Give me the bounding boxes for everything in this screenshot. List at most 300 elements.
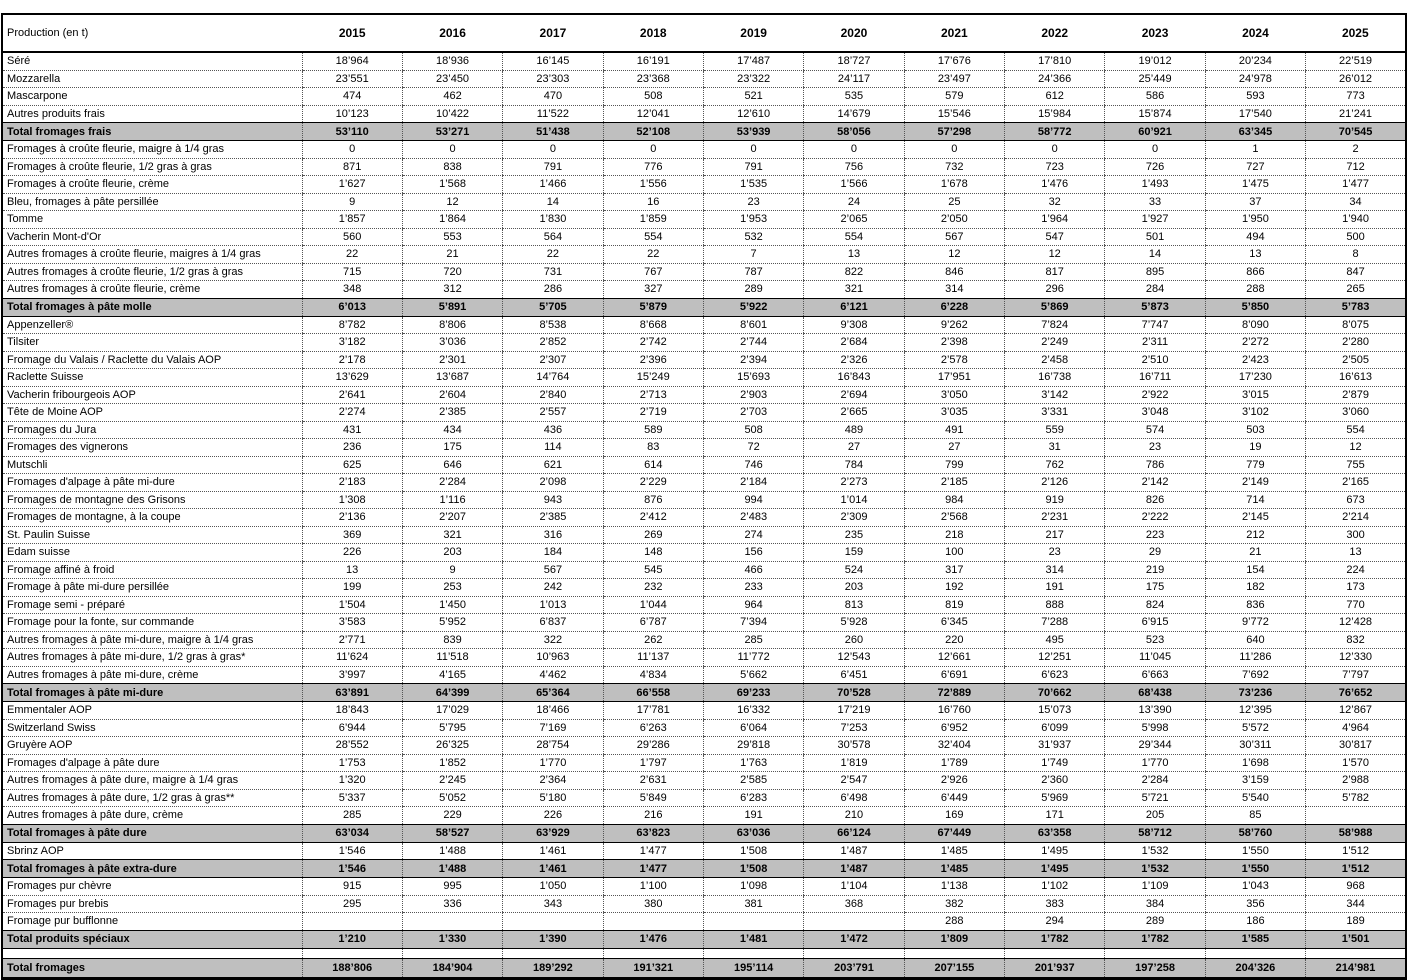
- cell-value: 10’422: [402, 105, 502, 123]
- cell-value: 11’522: [503, 105, 603, 123]
- cell-value: 0: [603, 141, 703, 159]
- cell-value: 495: [1005, 631, 1105, 649]
- cell-value: 12’041: [603, 105, 703, 123]
- cell-value: 369: [302, 526, 402, 544]
- cell-value: 547: [1005, 228, 1105, 246]
- row-label: Fromage du Valais / Raclette du Valais AOP: [2, 351, 302, 369]
- cell-value: 2’249: [1005, 334, 1105, 352]
- cell-value: 1’477: [1306, 176, 1406, 194]
- cell-value: 535: [804, 88, 904, 106]
- cell-value: 336: [402, 895, 502, 913]
- cell-value: 3’036: [402, 334, 502, 352]
- cell-value: 0: [1105, 141, 1205, 159]
- cell-value: 13’629: [302, 369, 402, 387]
- cell-value: 15’546: [904, 105, 1004, 123]
- cell-value: 567: [904, 228, 1004, 246]
- cell-value: 16’711: [1105, 369, 1205, 387]
- row-label: Total fromages frais: [2, 123, 302, 141]
- cell-value: 199: [302, 579, 402, 597]
- cell-value: 2’926: [904, 772, 1004, 790]
- cell-value: 210: [804, 807, 904, 825]
- cell-value: 1’568: [402, 176, 502, 194]
- cell-value: 12: [1306, 439, 1406, 457]
- cell-value: 24’366: [1005, 70, 1105, 88]
- cell-value: 640: [1205, 631, 1305, 649]
- cell-value: 344: [1306, 895, 1406, 913]
- row-label: Fromages à croûte fleurie, 1/2 gras à gras: [2, 158, 302, 176]
- cell-value: 1’210: [302, 930, 402, 948]
- cell-value: 846: [904, 263, 1004, 281]
- cell-value: 5’572: [1205, 719, 1305, 737]
- cell-value: 2’385: [402, 404, 502, 422]
- cell-value: 5’052: [402, 789, 502, 807]
- cell-value: 1’698: [1205, 754, 1305, 772]
- cell-value: 321: [402, 526, 502, 544]
- cell-value: 895: [1105, 263, 1205, 281]
- cell-value: 614: [603, 456, 703, 474]
- cell-value: 288: [1205, 281, 1305, 299]
- cell-value: 1’050: [503, 878, 603, 896]
- column-header-year: 2019: [703, 14, 803, 52]
- cell-value: 16’613: [1306, 369, 1406, 387]
- cell-value: 2’458: [1005, 351, 1105, 369]
- cell-value: 296: [1005, 281, 1105, 299]
- cell-value: 294: [1005, 913, 1105, 931]
- cell-value: 1’508: [703, 842, 803, 860]
- cell-value: 3’048: [1105, 404, 1205, 422]
- cell-value: 22’519: [1306, 52, 1406, 70]
- cell-value: 8’806: [402, 316, 502, 334]
- cell-value: 24’978: [1205, 70, 1305, 88]
- cell-value: 175: [402, 439, 502, 457]
- cell-value: 746: [703, 456, 803, 474]
- cell-value: 53’939: [703, 123, 803, 141]
- cell-value: 30’311: [1205, 737, 1305, 755]
- table-row: [2, 246, 1406, 264]
- table-row: [2, 649, 1406, 667]
- cell-value: 8: [1306, 246, 1406, 264]
- cell-value: 67’449: [904, 824, 1004, 842]
- table-head: [2, 14, 1406, 52]
- cell-value: 727: [1205, 158, 1305, 176]
- cell-value: 1: [1205, 141, 1305, 159]
- cell-value: 968: [1306, 878, 1406, 896]
- row-label: Total fromages à pâte dure: [2, 824, 302, 842]
- cell-value: 554: [804, 228, 904, 246]
- cell-value: 284: [1105, 281, 1205, 299]
- cell-value: 32: [1005, 193, 1105, 211]
- cell-value: 2’360: [1005, 772, 1105, 790]
- cell-value: 1’461: [503, 842, 603, 860]
- cell-value: 508: [603, 88, 703, 106]
- cell-value: 819: [904, 596, 1004, 614]
- cell-value: 813: [804, 596, 904, 614]
- cell-value: 83: [603, 439, 703, 457]
- table-row: [2, 544, 1406, 562]
- cell-value: [503, 913, 603, 931]
- cell-value: 715: [302, 263, 402, 281]
- cell-value: 494: [1205, 228, 1305, 246]
- cell-value: 1’014: [804, 491, 904, 509]
- cell-value: 2’713: [603, 386, 703, 404]
- table-row: [2, 369, 1406, 387]
- cell-value: 17’540: [1205, 105, 1305, 123]
- cell-value: 0: [804, 141, 904, 159]
- cell-value: 1’102: [1005, 878, 1105, 896]
- row-label: Fromages du Jura: [2, 421, 302, 439]
- cell-value: 6’837: [503, 614, 603, 632]
- row-label: Fromages de montagne, à la coupe: [2, 509, 302, 527]
- cell-value: 1’546: [302, 842, 402, 860]
- cell-value: 204’326: [1205, 958, 1305, 978]
- cell-value: 219: [1105, 561, 1205, 579]
- cell-value: 327: [603, 281, 703, 299]
- cell-value: 9’262: [904, 316, 1004, 334]
- cell-value: 37: [1205, 193, 1305, 211]
- row-label: Sbrinz AOP: [2, 842, 302, 860]
- cell-value: 12’330: [1306, 649, 1406, 667]
- total-row: [2, 298, 1406, 316]
- cell-value: 6’498: [804, 789, 904, 807]
- cell-value: 58’760: [1205, 824, 1305, 842]
- cell-value: 1’495: [1005, 860, 1105, 878]
- cell-value: 799: [904, 456, 1004, 474]
- cell-value: 23’303: [503, 70, 603, 88]
- cell-value: 1’512: [1306, 860, 1406, 878]
- row-label: Autres fromages à pâte mi-dure, 1/2 gras à gras*: [2, 649, 302, 667]
- cell-value: 16’145: [503, 52, 603, 70]
- cell-value: 1’098: [703, 878, 803, 896]
- cell-value: 1’532: [1105, 860, 1205, 878]
- cell-value: 1’138: [904, 878, 1004, 896]
- cell-value: 195’114: [703, 958, 803, 978]
- cell-value: 2’183: [302, 474, 402, 492]
- cell-value: 16: [603, 193, 703, 211]
- cell-value: 731: [503, 263, 603, 281]
- row-label: Gruyère AOP: [2, 737, 302, 755]
- cell-value: 1’953: [703, 211, 803, 229]
- table-row: [2, 421, 1406, 439]
- cell-value: 756: [804, 158, 904, 176]
- grand-total-row: [2, 958, 1406, 978]
- cell-value: 70’528: [804, 684, 904, 702]
- cell-value: 343: [503, 895, 603, 913]
- column-header-year: 2024: [1205, 14, 1305, 52]
- cell-value: 2’879: [1306, 386, 1406, 404]
- cell-value: 7: [703, 246, 803, 264]
- row-label: Mozzarella: [2, 70, 302, 88]
- cell-value: 2’229: [603, 474, 703, 492]
- cell-value: 184’904: [402, 958, 502, 978]
- cell-value: 2’505: [1306, 351, 1406, 369]
- cell-value: 192: [904, 579, 1004, 597]
- cell-value: 58’527: [402, 824, 502, 842]
- cell-value: 32’404: [904, 737, 1004, 755]
- cell-value: 1’556: [603, 176, 703, 194]
- cell-value: 1’488: [402, 842, 502, 860]
- cell-value: 2: [1306, 141, 1406, 159]
- cell-value: 1’493: [1105, 176, 1205, 194]
- cell-value: 262: [603, 631, 703, 649]
- cell-value: 224: [1306, 561, 1406, 579]
- cell-value: 1’450: [402, 596, 502, 614]
- cell-value: 431: [302, 421, 402, 439]
- cell-value: 589: [603, 421, 703, 439]
- cell-value: 1’789: [904, 754, 1004, 772]
- row-label: Vacherin Mont-d'Or: [2, 228, 302, 246]
- cell-value: 203’791: [804, 958, 904, 978]
- cell-value: 17’029: [402, 702, 502, 720]
- cell-value: 229: [402, 807, 502, 825]
- cell-value: 1’585: [1205, 930, 1305, 948]
- cell-value: 23: [703, 193, 803, 211]
- cell-value: 314: [1005, 561, 1105, 579]
- cell-value: 2’385: [503, 509, 603, 527]
- cell-value: [1205, 948, 1305, 958]
- cell-value: 12: [402, 193, 502, 211]
- cell-value: 5’849: [603, 789, 703, 807]
- table-row: [2, 596, 1406, 614]
- table-row: [2, 228, 1406, 246]
- cell-value: 64’399: [402, 684, 502, 702]
- row-label: Vacherin fribourgeois AOP: [2, 386, 302, 404]
- cell-value: 21: [402, 246, 502, 264]
- cell-value: 984: [904, 491, 1004, 509]
- cell-value: 226: [503, 807, 603, 825]
- cell-value: 188’806: [302, 958, 402, 978]
- cell-value: [603, 948, 703, 958]
- cell-value: 2’703: [703, 404, 803, 422]
- cell-value: 2’719: [603, 404, 703, 422]
- cell-value: 888: [1005, 596, 1105, 614]
- cell-value: 4’462: [503, 666, 603, 684]
- cell-value: 14’764: [503, 369, 603, 387]
- cell-value: 12’428: [1306, 614, 1406, 632]
- cell-value: 1’461: [503, 860, 603, 878]
- cell-value: 24’117: [804, 70, 904, 88]
- cell-value: 217: [1005, 526, 1105, 544]
- cell-value: 770: [1306, 596, 1406, 614]
- cell-value: 12’395: [1205, 702, 1305, 720]
- cell-value: 3’060: [1306, 404, 1406, 422]
- cell-value: 207’155: [904, 958, 1004, 978]
- cell-value: 621: [503, 456, 603, 474]
- cell-value: 593: [1205, 88, 1305, 106]
- cell-value: 242: [503, 579, 603, 597]
- cell-value: 16’760: [904, 702, 1004, 720]
- cell-value: 189’292: [503, 958, 603, 978]
- cell-value: 1’809: [904, 930, 1004, 948]
- column-header-year: 2020: [804, 14, 904, 52]
- cell-value: 232: [603, 579, 703, 597]
- cell-value: 15’874: [1105, 105, 1205, 123]
- cell-value: 1’487: [804, 860, 904, 878]
- table-row: [2, 526, 1406, 544]
- cell-value: 191’321: [603, 958, 703, 978]
- cell-value: 786: [1105, 456, 1205, 474]
- row-label: Fromage pour la fonte, sur commande: [2, 614, 302, 632]
- cell-value: 22: [302, 246, 402, 264]
- total-row: [2, 860, 1406, 878]
- cell-value: 8’782: [302, 316, 402, 334]
- cell-value: 2’396: [603, 351, 703, 369]
- cell-value: 489: [804, 421, 904, 439]
- cell-value: 1’477: [603, 842, 703, 860]
- spacer-row: [2, 948, 1406, 958]
- cell-value: 1’495: [1005, 842, 1105, 860]
- cell-value: 1’512: [1306, 842, 1406, 860]
- cell-value: 51’438: [503, 123, 603, 141]
- cell-value: 0: [302, 141, 402, 159]
- row-label: Autres produits frais: [2, 105, 302, 123]
- cell-value: 564: [503, 228, 603, 246]
- cell-value: 6’623: [1005, 666, 1105, 684]
- cell-value: 1’466: [503, 176, 603, 194]
- cell-value: 2’840: [503, 386, 603, 404]
- cell-value: 312: [402, 281, 502, 299]
- cell-value: 1’043: [1205, 878, 1305, 896]
- cell-value: 12’610: [703, 105, 803, 123]
- cell-value: 85: [1205, 807, 1305, 825]
- table-row: [2, 789, 1406, 807]
- cell-value: 2’578: [904, 351, 1004, 369]
- column-header-year: 2023: [1105, 14, 1205, 52]
- cell-value: 66’124: [804, 824, 904, 842]
- cell-value: 612: [1005, 88, 1105, 106]
- row-label: Mutschli: [2, 456, 302, 474]
- header-row: [2, 14, 1406, 52]
- cell-value: 220: [904, 631, 1004, 649]
- cell-value: 382: [904, 895, 1004, 913]
- cell-value: 5’850: [1205, 298, 1305, 316]
- cell-value: 726: [1105, 158, 1205, 176]
- cell-value: 2’050: [904, 211, 1004, 229]
- row-label: Total produits spéciaux: [2, 930, 302, 948]
- cell-value: 148: [603, 544, 703, 562]
- cell-value: 5’180: [503, 789, 603, 807]
- cell-value: 1’116: [402, 491, 502, 509]
- cell-value: 5’795: [402, 719, 502, 737]
- cell-value: 288: [904, 913, 1004, 931]
- cell-value: 2’557: [503, 404, 603, 422]
- cell-value: 218: [904, 526, 1004, 544]
- table-row: [2, 913, 1406, 931]
- cell-value: 6’944: [302, 719, 402, 737]
- column-header-year: 2021: [904, 14, 1004, 52]
- cell-value: 776: [603, 158, 703, 176]
- cell-value: [1306, 807, 1406, 825]
- cell-value: 68’438: [1105, 684, 1205, 702]
- cell-value: 26’325: [402, 737, 502, 755]
- cell-value: 63’034: [302, 824, 402, 842]
- cell-value: 6’952: [904, 719, 1004, 737]
- cell-value: 6’663: [1105, 666, 1205, 684]
- production-table: [1, 13, 1407, 980]
- cell-value: 5’879: [603, 298, 703, 316]
- cell-value: 100: [904, 544, 1004, 562]
- cell-value: [1005, 948, 1105, 958]
- cell-value: 2’665: [804, 404, 904, 422]
- cell-value: 1’330: [402, 930, 502, 948]
- cell-value: 23’368: [603, 70, 703, 88]
- table-title: Production (en t): [2, 14, 302, 52]
- cell-value: 23’497: [904, 70, 1004, 88]
- cell-value: 16’191: [603, 52, 703, 70]
- cell-value: 6’283: [703, 789, 803, 807]
- cell-value: 1’797: [603, 754, 703, 772]
- cell-value: 63’036: [703, 824, 803, 842]
- cell-value: 1’044: [603, 596, 703, 614]
- cell-value: 943: [503, 491, 603, 509]
- cell-value: 2’065: [804, 211, 904, 229]
- cell-value: 1’477: [603, 860, 703, 878]
- cell-value: 34: [1306, 193, 1406, 211]
- cell-value: 554: [1306, 421, 1406, 439]
- cell-value: 5’869: [1005, 298, 1105, 316]
- cell-value: 29’286: [603, 737, 703, 755]
- table-row: [2, 263, 1406, 281]
- row-label: Total fromages à pâte molle: [2, 298, 302, 316]
- cell-value: 6’099: [1005, 719, 1105, 737]
- cell-value: 1’501: [1306, 930, 1406, 948]
- cell-value: 5’662: [703, 666, 803, 684]
- cell-value: 30’578: [804, 737, 904, 755]
- cell-value: 23’450: [402, 70, 502, 88]
- table-row: [2, 404, 1406, 422]
- row-label: Total fromages: [2, 958, 302, 978]
- cell-value: 63’345: [1205, 123, 1305, 141]
- cell-value: 15’693: [703, 369, 803, 387]
- cell-value: 1’504: [302, 596, 402, 614]
- cell-value: 203: [402, 544, 502, 562]
- table-row: [2, 141, 1406, 159]
- table-row: [2, 737, 1406, 755]
- total-row: [2, 930, 1406, 948]
- cell-value: 11’286: [1205, 649, 1305, 667]
- cell-value: 5’540: [1205, 789, 1305, 807]
- cell-value: 2’364: [503, 772, 603, 790]
- cell-value: 16’332: [703, 702, 803, 720]
- table-row: [2, 878, 1406, 896]
- cell-value: 285: [302, 807, 402, 825]
- cell-value: 295: [302, 895, 402, 913]
- cell-value: 3’035: [904, 404, 1004, 422]
- cell-value: 21: [1205, 544, 1305, 562]
- row-label: Total fromages à pâte extra-dure: [2, 860, 302, 878]
- cell-value: 17’951: [904, 369, 1004, 387]
- row-label: Tilsiter: [2, 334, 302, 352]
- cell-value: 9’308: [804, 316, 904, 334]
- cell-value: 1’782: [1105, 930, 1205, 948]
- cell-value: [1306, 948, 1406, 958]
- cell-value: 3’142: [1005, 386, 1105, 404]
- cell-value: 2’284: [402, 474, 502, 492]
- cell-value: 289: [703, 281, 803, 299]
- cell-value: 10’963: [503, 649, 603, 667]
- cell-value: 1’532: [1105, 842, 1205, 860]
- cell-value: 19: [1205, 439, 1305, 457]
- cell-value: 2’126: [1005, 474, 1105, 492]
- cell-value: 13’687: [402, 369, 502, 387]
- table-row: [2, 211, 1406, 229]
- cell-value: 30’817: [1306, 737, 1406, 755]
- cell-value: 6’228: [904, 298, 1004, 316]
- cell-value: 2’483: [703, 509, 803, 527]
- row-label: Tête de Moine AOP: [2, 404, 302, 422]
- cell-value: 1’859: [603, 211, 703, 229]
- table-row: [2, 193, 1406, 211]
- cell-value: 6’915: [1105, 614, 1205, 632]
